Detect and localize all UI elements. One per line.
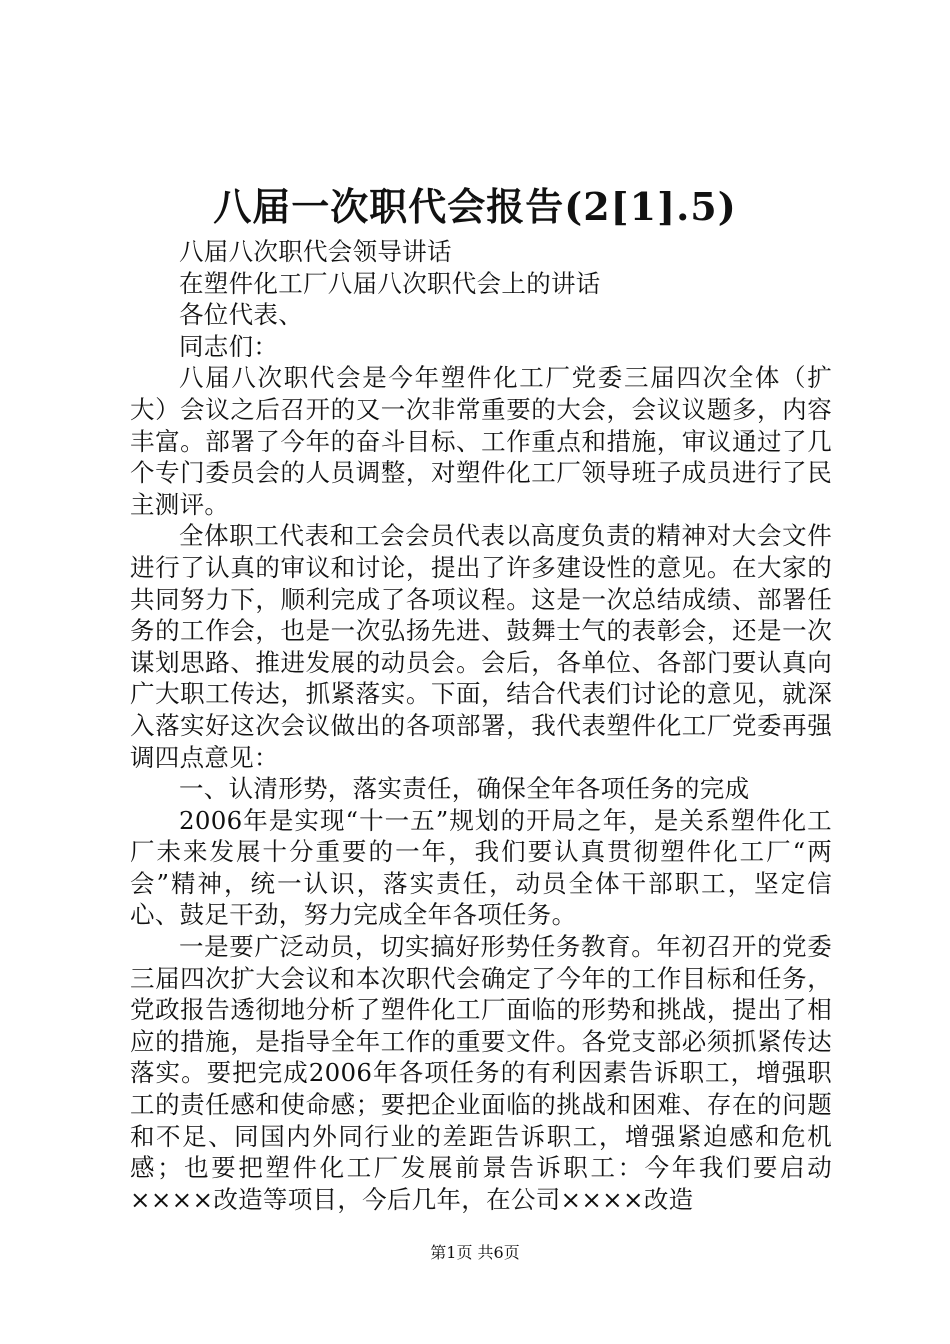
paragraph: 在塑件化工厂八届八次职代会上的讲话 [179,268,601,298]
document-title: 八届一次职代会报告(2[1].5) [213,184,737,229]
paragraph: 全体职工代表和工会会员代表以高度负责的精神对大会文件进行了认真的审议和讨论，提出了许多建设性的意见。在大家的共同努力下，顺利完成了各项议程。这是一次总结成绩、部署任务的工作会，也是一次弘扬先进、鼓舞士气的表彰会，还是一次谋划思路、推进发展的动员会。会后，各单位、各部门要认真向广大职工传达，抓紧落实。下面，结合代表们讨论的意见，就深入落实好这次会议做出的各项部署，我代表塑件化工厂党委再强调四点意见： [130,521,832,772]
page-number-footer: 第1页 共6页 [430,1243,520,1262]
document-body [130,236,832,1215]
paragraph: 八届八次职代会领导讲话 [179,237,452,266]
paragraph: 2006年是实现“十一五”规划的开局之年，是关系塑件化工厂未来发展十分重要的一年，我们要认真贯彻塑件化工厂“两会”精神，统一认识，落实责任，动员全体干部职工，坚定信心、鼓足干劲，努力完成全年各项任务。 [130,805,832,930]
paragraph: 同志们： [179,331,279,361]
section-heading: 一、认清形势，落实责任，确保全年各项任务的完成 [179,774,750,804]
paragraph: 一是要广泛动员，切实搞好形势任务教育。年初召开的党委三届四次扩大会议和本次职代会确定了今年的工作目标和任务，党政报告透彻地分析了塑件化工厂面临的形势和挑战，提出了相应的措施，是指导全年工作的重要文件。各党支部必须抓紧传达落实。要把完成2006年各项任务的有利因素告诉职工，增强职工的责任感和使命感；要把企业面临的挑战和困难、存在的问题和不足、同国内外同行业的差距告诉职工，增强紧迫感和危机感；也要把塑件化工厂发展前景告诉职工：今年我们要启动××××改造等项目，今后几年，在公司××××改造 [130,932,832,1214]
paragraph: 八届八次职代会是今年塑件化工厂党委三届四次全体（扩大）会议之后召开的又一次非常重要的大会，会议议题多，内容丰富。部署了今年的奋斗目标、工作重点和措施，审议通过了几个专门委员会的人员调整，对塑件化工厂领导班子成员进行了民主测评。 [130,363,832,519]
paragraph: 各位代表、 [179,300,303,330]
